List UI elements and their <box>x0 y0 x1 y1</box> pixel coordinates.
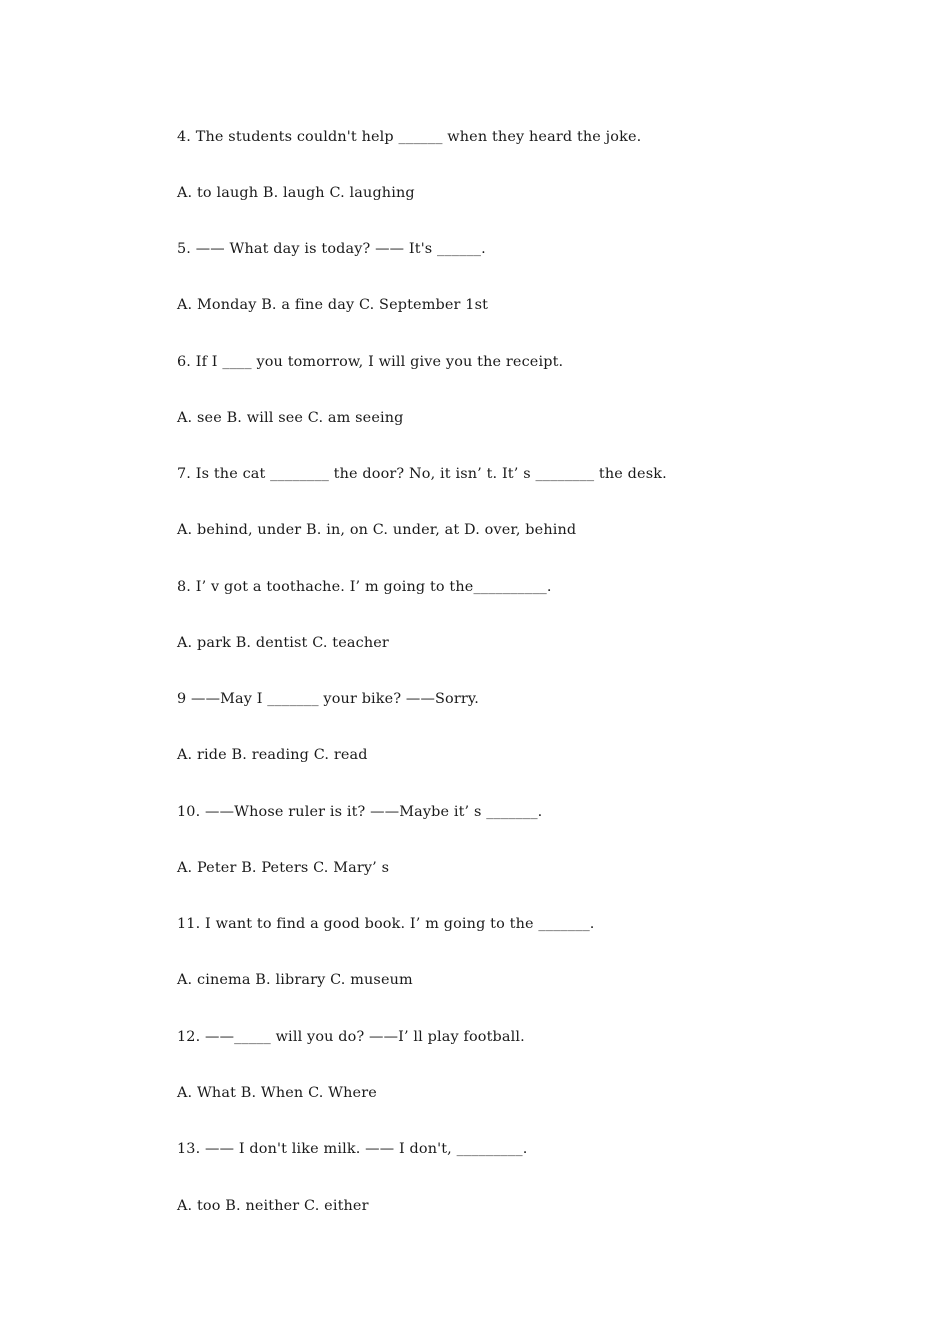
question-6-stem: 6. If I ____ you tomorrow, I will give you the receipt. <box>177 354 564 370</box>
question-4-stem: 4. The students couldn't help ______ when they heard the joke. <box>177 129 642 145</box>
question-5-options: A. Monday B. a fine day C. September 1st <box>177 297 489 313</box>
question-8-stem: 8. I’ v got a toothache. I’ m going to the__________. <box>177 579 552 595</box>
question-8-options: A. park B. dentist C. teacher <box>177 635 389 651</box>
question-4-options: A. to laugh B. laugh C. laughing <box>177 185 415 201</box>
question-9-options: A. ride B. reading C. read <box>177 747 368 763</box>
question-10-options: A. Peter B. Peters C. Mary’ s <box>177 860 390 876</box>
question-11-stem: 11. I want to find a good book. I’ m going to the _______. <box>177 916 595 932</box>
question-12-options: A. What B. When C. Where <box>177 1085 377 1101</box>
question-7-stem: 7. Is the cat ________ the door? No, it isn’ t. It’ s ________ the desk. <box>177 466 667 482</box>
question-13-options: A. too B. neither C. either <box>177 1198 369 1214</box>
question-9-stem: 9 ——May I _______ your bike? ——Sorry. <box>177 691 479 707</box>
question-13-stem: 13. —— I don't like milk. —— I don't, _________. <box>177 1141 528 1157</box>
question-12-stem: 12. ——_____ will you do? ——I’ ll play football. <box>177 1029 525 1045</box>
question-5-stem: 5. —— What day is today? —— It's ______. <box>177 241 486 257</box>
question-7-options: A. behind, under B. in, on C. under, at D. over, behind <box>177 522 577 538</box>
question-6-options: A. see B. will see C. am seeing <box>177 410 404 426</box>
question-11-options: A. cinema B. library C. museum <box>177 972 413 988</box>
question-10-stem: 10. ——Whose ruler is it? ——Maybe it’ s _______. <box>177 804 543 820</box>
